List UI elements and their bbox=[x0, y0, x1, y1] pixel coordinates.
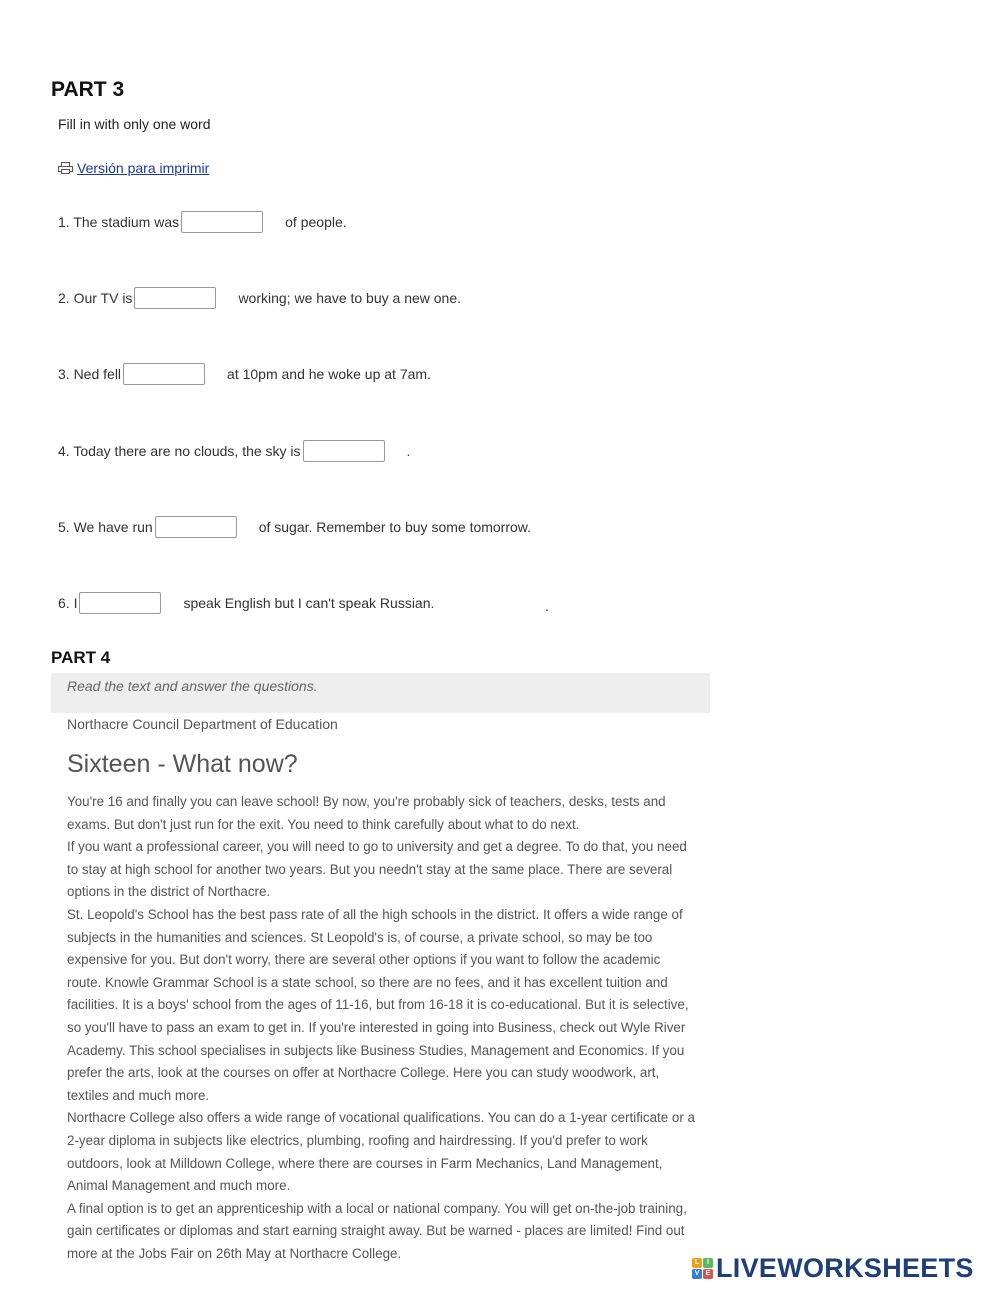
article-paragraph: A final option is to get an apprenticeship with a local or national company. You will get on-the-job training, gain certificates or diplomas and start earning straight away. But be warned - places are limited! Find out more at the Jobs Fair on 26th May at Northacre College. bbox=[67, 1200, 687, 1261]
article-title: Sixteen - What now? bbox=[67, 750, 298, 778]
article-body bbox=[67, 791, 695, 1265]
question-6-text: 6. I bbox=[58, 595, 78, 611]
question-3-text: 3. Ned fell bbox=[58, 366, 122, 382]
article-paragraph: Northacre College also offers a wide range of vocational qualifications. You can do a 1-year certificate or a 2-year diploma in subjects like electrics, plumbing, roofing and hairdressing. If you'd prefer to work outdoors, look at Milldown College, where there are courses in Farm Mechanics, Land Management, Animal Management and much more. bbox=[67, 1110, 695, 1194]
question-2-ending: working; we have to buy a new one. bbox=[238, 290, 462, 306]
stray-dot: . bbox=[545, 598, 549, 614]
part4-instruction: Read the text and answer the questions. bbox=[67, 678, 318, 694]
logo-tile: E bbox=[703, 1269, 713, 1279]
question-2-text: 2. Our TV is bbox=[58, 290, 133, 306]
logo-tile: V bbox=[692, 1269, 702, 1279]
question-3-answer-input[interactable] bbox=[123, 363, 205, 385]
question-1 bbox=[58, 211, 347, 233]
liveworksheets-logo bbox=[692, 1253, 974, 1284]
print-version-link[interactable] bbox=[58, 160, 209, 176]
question-3 bbox=[58, 363, 431, 385]
question-4-ending: . bbox=[406, 443, 411, 459]
question-6 bbox=[58, 592, 434, 614]
question-5 bbox=[58, 516, 531, 538]
logo-tile: I bbox=[703, 1258, 713, 1268]
question-3-ending: at 10pm and he woke up at 7am. bbox=[227, 366, 431, 382]
logo-grid-icon bbox=[692, 1258, 713, 1279]
article-paragraph: You're 16 and finally you can leave school! By now, you're probably sick of teachers, desks, tests and exams. But don't just run for the exit. You need to think carefully about what to do next. bbox=[67, 794, 666, 832]
question-6-answer-input[interactable] bbox=[79, 592, 161, 614]
print-link-label: Versión para imprimir bbox=[77, 160, 210, 176]
article-paragraph: If you want a professional career, you will need to go to university and get a degree. To do that, you need to stay at high school for another two years. But you needn't stay at the same place. There are several options in the district of Northacre. bbox=[67, 839, 687, 900]
part4-title: PART 4 bbox=[51, 648, 111, 667]
printer-icon bbox=[58, 162, 73, 174]
question-5-answer-input[interactable] bbox=[155, 516, 237, 538]
question-6-ending: speak English but I can't speak Russian. bbox=[183, 595, 435, 611]
article-paragraph: St. Leopold's School has the best pass rate of all the high schools in the district. It offers a wide range of subjects in the humanities and sciences. St Leopold's is, of course, a private school, so may be too expensive for you. But don't worry, there are several other options if you want to follow the academic route. Knowle Grammar School is a state school, so there are no fees, and it has excellent tuition and facilities. It is a boys' school from the ages of 11-16, but from 16-18 it is co-educational. But it is selective, so you'll have to pass an exam to get in. If you're interested in going into Business, check out Wyle River Academy. This school specialises in subjects like Business Studies, Management and Economics. If you prefer the arts, look at the courses on offer at Northacre College. Here you can study woodwork, art, textiles and much more. bbox=[67, 906, 689, 1103]
question-5-ending: of sugar. Remember to buy some tomorrow. bbox=[258, 519, 532, 535]
question-4-text: 4. Today there are no clouds, the sky is bbox=[58, 443, 301, 459]
part3-title: PART 3 bbox=[51, 78, 125, 101]
logo-text: LIVEWORKSHEETS bbox=[716, 1253, 974, 1283]
logo-tile: L bbox=[692, 1258, 702, 1268]
question-1-answer-input[interactable] bbox=[181, 211, 263, 233]
question-4-answer-input[interactable] bbox=[303, 440, 385, 462]
question-2-answer-input[interactable] bbox=[134, 287, 216, 309]
question-5-text: 5. We have run bbox=[58, 519, 153, 535]
question-4 bbox=[58, 440, 410, 462]
question-1-text: 1. The stadium was bbox=[58, 214, 180, 230]
department-name: Northacre Council Department of Education bbox=[67, 716, 338, 732]
part3-instruction: Fill in with only one word bbox=[58, 116, 211, 132]
question-1-ending: of people. bbox=[285, 214, 347, 230]
question-2 bbox=[58, 287, 461, 309]
